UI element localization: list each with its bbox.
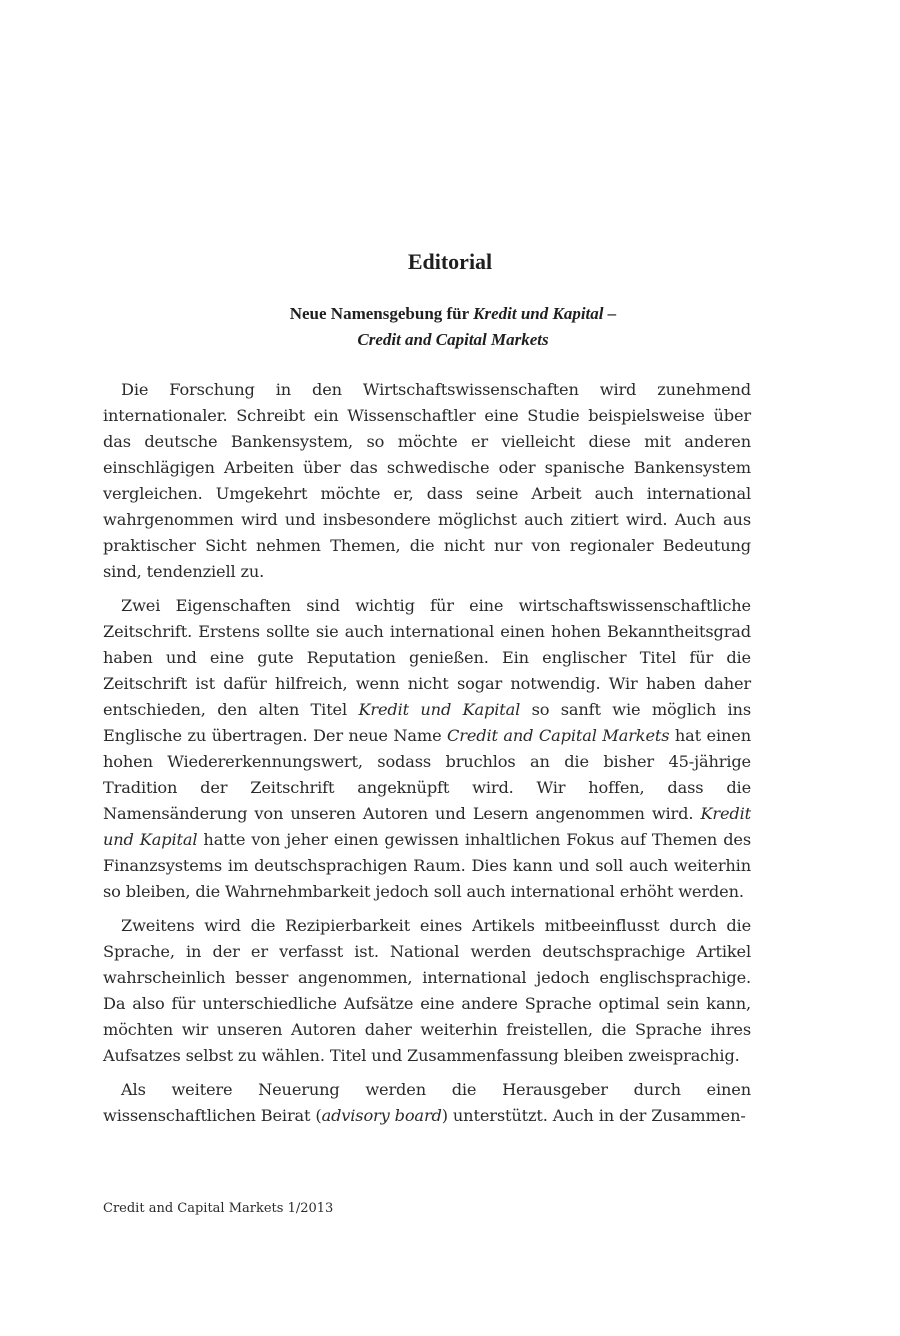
paragraph-2-text-a: Zwei Eigenschaften sind wichtig für eine wirtschaftswissenschaftliche Zeitschrift. Erstens sollte sie auch international einen hohen Bekanntheitsgrad haben und eine gute Reputation genießen. Ein englischer Titel für die Zeitschrift ist dafür hilfreich, wenn nicht sogar notwendig. Wir haben daher entschieden, den alten Titel xyxy=(103,596,751,719)
subtitle-line-2 xyxy=(3,327,900,353)
paragraph-2 xyxy=(103,593,751,905)
paragraph-4-text-a: Als weitere Neuerung werden die Herausgeber durch einen wissenschaftlichen Beirat ( xyxy=(103,1080,751,1125)
paragraph-2-text-g: hatte von jeher einen gewissen inhaltlichen Fokus auf Themen des Finanzsystems im deutschsprachigen Raum. Dies kann und soll auch weiterhin so bleiben, die Wahrnehmbarkeit jedoch soll auch international erhöht werden. xyxy=(103,830,751,901)
paragraph-1: Die Forschung in den Wirtschaftswissenschaften wird zunehmend internationaler. Schreibt ein Wissenschaftler eine Studie beispielsweise über das deutsche Bankensystem, so möchte er vielleicht diese mit anderen einschlägigen Arbeiten über das schwedische oder spanische Bankensystem vergleichen. Umgekehrt möchte er, dass seine Arbeit auch international wahrgenommen wird und insbesondere möglichst auch zitiert wird. Auch aus praktischer Sicht nehmen Themen, die nicht nur von regionaler Bedeutung sind, tendenziell zu. xyxy=(103,380,751,581)
article-body xyxy=(103,377,751,1137)
subtitle-journal-old-name: Kredit und Kapital – xyxy=(473,304,617,323)
paragraph-4-italic-advisory-board: advisory board xyxy=(321,1106,442,1125)
paragraph-4-text-c: ) unterstützt. Auch in der Zusammen- xyxy=(441,1106,746,1125)
subtitle xyxy=(0,301,900,353)
paragraph-2-text-c: so sanft wie möglich ins Englische zu übertragen. Der neue Name xyxy=(103,700,751,745)
paragraph-2-italic-new-title: Credit and Capital Markets xyxy=(447,726,670,745)
page-footer: Credit and Capital Markets 1/2013 xyxy=(103,1201,334,1216)
paragraph-4 xyxy=(103,1077,751,1129)
subtitle-line-1 xyxy=(3,301,900,327)
paragraph-3: Zweitens wird die Rezipierbarkeit eines Artikels mitbeeinflusst durch die Sprache, in der er verfasst ist. National werden deutschsprachige Artikel wahrscheinlich besser angenommen, international jedoch englischsprachige. Da also für unterschiedliche Aufsätze eine andere Sprache optimal sein kann, möchten wir unseren Autoren daher weiterhin freistellen, die Sprache ihres Aufsatzes selbst zu wählen. Titel und Zusammenfassung bleiben zweisprachig. xyxy=(103,916,751,1065)
subtitle-prefix: Neue Namensgebung für xyxy=(289,304,474,323)
page-title: Editorial xyxy=(407,249,493,274)
paragraph-2-text-e: hat einen hohen Wiedererkennungswert, sodass bruchlos an die bisher 45-jährige Tradition der Zeitschrift angeknüpft wird. Wir hoffen, dass die Namensänderung von unseren Autoren und Lesern angenommen wird. xyxy=(103,726,751,823)
paragraph-2-italic-old-title-2: Kredit und Kapital xyxy=(103,804,751,849)
subtitle-journal-new-name: Credit and Capital Markets xyxy=(357,330,549,349)
paragraph-2-italic-old-title: Kredit und Kapital xyxy=(358,700,521,719)
